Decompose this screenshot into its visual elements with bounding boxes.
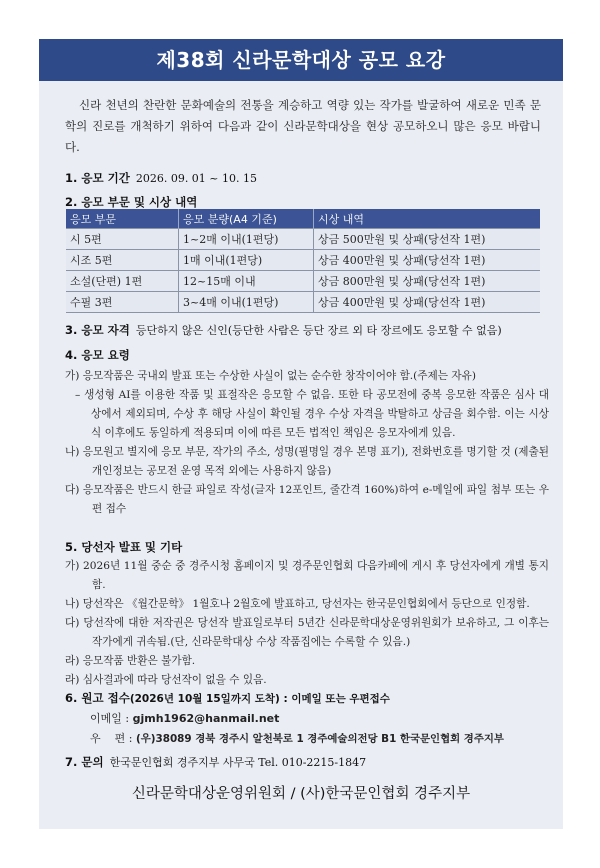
document-page	[39, 39, 563, 829]
announcement-details	[65, 557, 549, 690]
list-item: 라) 응모작품 반환은 불가함.	[65, 655, 196, 667]
table-row	[66, 292, 540, 313]
table-cell: 수필 3편	[66, 292, 179, 313]
table-cell: 상금 800만원 및 상패(당선작 1편)	[314, 271, 541, 292]
section-3-heading: 3. 응모 자격 등단하지 않은 신인(등단한 사람은 등단 장르 외 타 장르에도 응모할 수 없음)	[65, 323, 502, 337]
application-period: 2026. 09. 01 ~ 10. 15	[135, 172, 257, 185]
table-cell: 상금 400만원 및 상패(당선작 1편)	[314, 250, 541, 271]
section-2-heading: 2. 응모 부문 및 시상 내역	[65, 195, 198, 209]
postal-address: (우)38089 경북 경주시 알천북로 1 경주예술의전당 B1 한국문인협회 경주지부	[135, 733, 504, 745]
table-cell: 소설(단편) 1편	[66, 271, 179, 292]
column-header: 응모 부문	[66, 209, 179, 229]
table-row	[66, 250, 540, 271]
list-item: 나) 응모원고 별지에 응모 부문, 작가의 주소, 성명(필명일 경우 본명 표기), 전화번호를 명기할 것 (제출된 개인정보는 공모전 운영 목적 외에는 사용하지 않음)	[65, 446, 549, 477]
post-label: 우 편 :	[90, 732, 133, 745]
list-item: 라) 심사결과에 따라 당선작이 없을 수 있음.	[65, 674, 267, 686]
list-item: 나) 당선작은 《월간문학》 1월호나 2월호에 발표하고, 당선자는 한국문인협회에서 등단으로 인정함.	[65, 598, 530, 610]
table-header-row	[66, 209, 540, 229]
list-item: 가) 응모작품은 국내외 발표 또는 수상한 사실이 없는 순수한 창작이어야 함.(주제는 자유)	[65, 370, 476, 382]
section-6-heading: 6. 원고 접수(2026년 10월 15일까지 도착) : 이메일 또는 우편접수	[65, 691, 390, 705]
intro-paragraph: 신라 천년의 찬란한 문화예술의 전통을 계승하고 역량 있는 작가를 발굴하여 새로운 민족 문학의 진로를 개척하기 위하여 다음과 같이 신라문학대상을 현상 공모하오니 많은 응모 바랍니다.	[65, 98, 541, 154]
list-item: 다) 당선작에 대한 저작권은 당선작 발표일로부터 5년간 신라문학대상운영위원회가 보유하고, 그 이후는 작가에게 귀속됨.(단, 신라문학대상 수상 작품집에는 수록할 수 있음.)	[65, 617, 549, 648]
table-row	[66, 229, 540, 250]
section-4-heading: 4. 응모 요령	[65, 348, 130, 362]
eligibility-text: 등단하지 않은 신인(등단한 사람은 등단 장르 외 타 장르에도 응모할 수 없음)	[135, 324, 502, 337]
email-line	[90, 709, 279, 728]
section-7-heading: 7. 문의 한국문인협회 경주지부 사무국 Tel. 010-2215-1847	[65, 755, 367, 769]
table-cell: 상금 400만원 및 상패(당선작 1편)	[314, 292, 541, 313]
post-line	[90, 729, 504, 749]
section-5-heading: 5. 당선자 발표 및 기타	[65, 540, 183, 554]
list-item: 다) 응모작품은 반드시 한글 파일로 작성(글자 12포인트, 줄간격 160%)하여 e-메일에 파일 첨부 또는 우편 접수	[65, 484, 549, 515]
column-header: 응모 분량(A4 기준)	[179, 209, 314, 229]
table-cell: 3~4매 이내(1편당)	[179, 292, 314, 313]
inquiry-contact: 한국문인협회 경주지부 사무국 Tel. 010-2215-1847	[109, 756, 367, 769]
email-label: 이메일 :	[90, 712, 130, 725]
email-address[interactable]: gjmh1962@hanmail.net	[132, 712, 280, 725]
submission-guidelines	[65, 367, 549, 519]
prize-table	[66, 209, 540, 313]
table-cell: 12~15매 이내	[179, 271, 314, 292]
list-item: 가) 2026년 11월 중순 중 경주시청 홈페이지 및 경주문인협회 다음카페에 게시 후 당선자에게 개별 통지함.	[65, 560, 549, 591]
submission-deadline: (2026년 10월 15일까지 도착) : 이메일 또는 우편접수	[129, 693, 390, 705]
table-cell: 시조 5편	[66, 250, 179, 271]
organizer-footer: 신라문학대상운영위원회 / (사)한국문인협회 경주지부	[131, 786, 471, 802]
column-header: 시상 내역	[314, 209, 541, 229]
table-cell: 1~2매 이내(1편당)	[179, 229, 314, 250]
table-cell: 시 5편	[66, 229, 179, 250]
section-1-heading: 1. 응모 기간 2026. 09. 01 ~ 10. 15	[65, 171, 257, 185]
page-title: 제38회 신라문학대상 공모 요강	[39, 39, 563, 81]
list-item: – 생성형 AI를 이용한 작품 및 표절작은 응모할 수 없음. 또한 타 공모전에 중복 응모한 작품은 심사 대상에서 제외되며, 수상 후 해당 사실이 확인될 경우 수상 자격을 박탈하고 상금을 회수함. 이는 시상식 이후에도 동일하게 적용되며 이에 따른 모든 법적인 책임은 응모자에게 있음.	[75, 389, 549, 439]
table-cell: 상금 500만원 및 상패(당선작 1편)	[314, 229, 541, 250]
table-cell: 1매 이내(1편당)	[179, 250, 314, 271]
table-row	[66, 271, 540, 292]
